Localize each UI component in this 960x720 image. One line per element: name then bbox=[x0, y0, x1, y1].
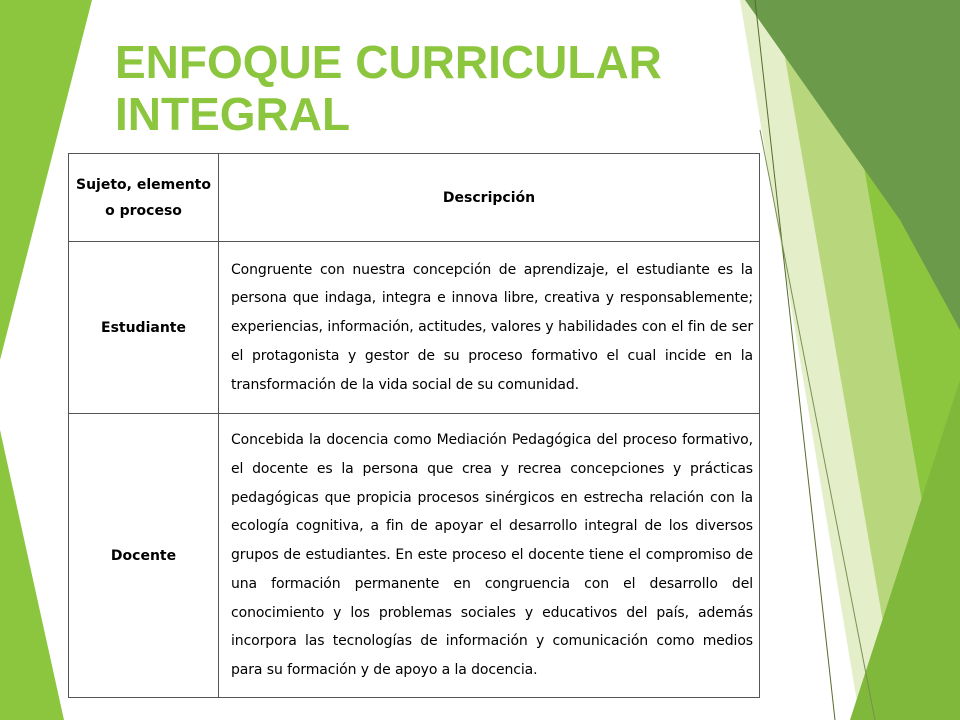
row-subject-estudiante: Estudiante bbox=[69, 242, 219, 414]
curriculum-table bbox=[68, 153, 760, 698]
header-subject: Sujeto, elemento o proceso bbox=[69, 154, 219, 242]
table-header-row bbox=[69, 154, 760, 242]
row-description-docente: Concebida la docencia como Mediación Pedagógica del proceso formativo, el docente es la persona que crea y recrea concepciones y prácticas pedagógicas que propicia procesos sinérgicos en estrecha relación con la ecología cognitiva, a fin de apoyar el desarrollo integral de los diversos grupos de estudiantes. En este proceso el docente tiene el compromiso de una formación permanente en congruencia con el desarrollo del conocimiento y los problemas sociales y educativos del país, además incorpora las tecnologías de información y comunicación como medios para su formación y de apoyo a la docencia. bbox=[219, 414, 760, 698]
table-row bbox=[69, 414, 760, 698]
row-subject-docente: Docente bbox=[69, 414, 219, 698]
header-description: Descripción bbox=[219, 154, 760, 242]
row-description-estudiante: Congruente con nuestra concepción de aprendizaje, el estudiante es la persona que indaga, integra e innova libre, creativa y responsablemente; experiencias, información, actitudes, valores y habilidades con el fin de ser el protagonista y gestor de su proceso formativo el cual incide en la transformación de la vida social de su comunidad. bbox=[219, 242, 760, 414]
slide-title: ENFOQUE CURRICULAR INTEGRAL bbox=[115, 36, 662, 140]
curriculum-table-container bbox=[68, 153, 760, 697]
table-row bbox=[69, 242, 760, 414]
left-light-shard bbox=[0, 430, 64, 720]
